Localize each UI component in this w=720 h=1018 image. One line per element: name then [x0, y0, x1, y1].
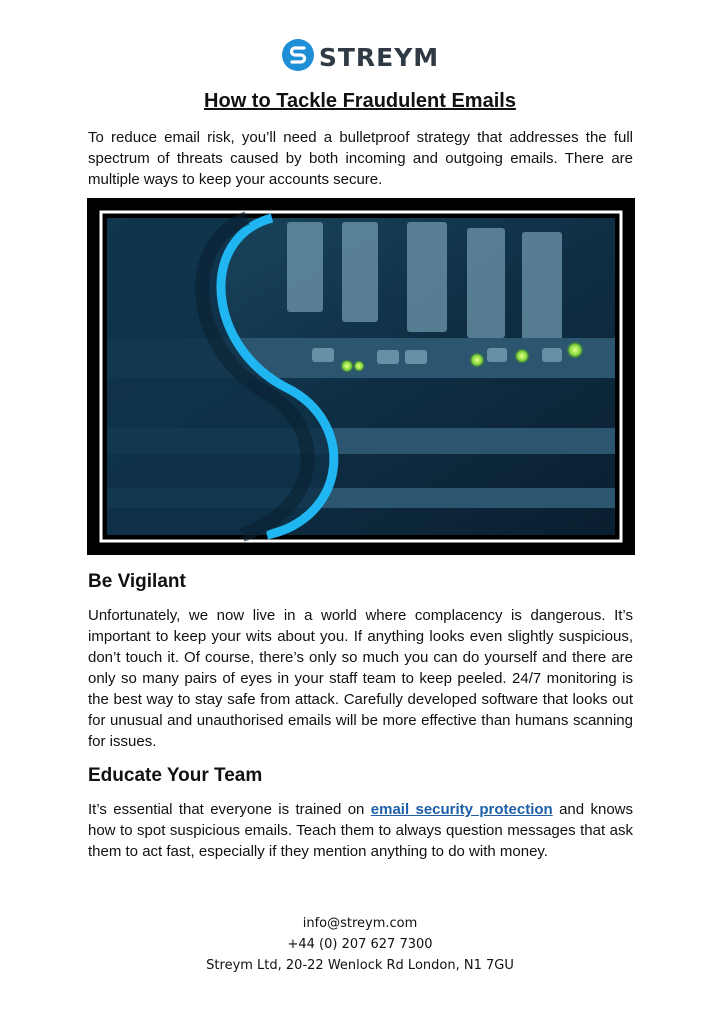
body-text-before-link: It’s essential that everyone is trained on	[88, 801, 365, 818]
section-body-be-vigilant: Unfortunately, we now live in a world where complacency is dangerous. It’s important to keep your wits about you. If anything looks even slightly suspicious, don’t touch it. Of course, there’s only so much you can do yourself and there are only so many pairs of eyes in your staff team to keep peeled. 24/7 monitoring is the best way to stay safe from attack. Carefully developed software that looks out for unusual and unauthorised emails will be more effective than humans scanning for issues.	[88, 607, 633, 750]
section-body-educate-your-team	[88, 799, 633, 862]
footer-email: info@streym.com	[302, 916, 418, 931]
section-heading-educate-your-team: Educate Your Team	[88, 765, 263, 786]
footer-address: Streym Ltd, 20-22 Wenlock Rd London, N1 7GU	[206, 958, 514, 973]
streym-s-logo-icon	[281, 38, 315, 77]
footer-contact	[0, 913, 720, 976]
section-heading-be-vigilant: Be Vigilant	[88, 571, 186, 592]
email-security-protection-link[interactable]: email security protection	[370, 801, 553, 818]
server-rack-image	[87, 198, 635, 555]
body-text-after-link: and knows how to spot suspicious emails. Teach them to always question messages that ask them to act fast, especially if they mention anything to do with money.	[88, 801, 634, 860]
intro-paragraph: To reduce email risk, you’ll need a bulletproof strategy that addresses the full spectrum of threats caused by both incoming and outgoing emails. There are multiple ways to keep your accounts secure.	[88, 129, 633, 188]
streym-logo	[0, 40, 720, 74]
page-title: How to Tackle Fraudulent Emails	[204, 90, 516, 112]
footer-phone: +44 (0) 207 627 7300	[287, 937, 433, 952]
logo-wordmark: STREYM	[318, 42, 440, 72]
